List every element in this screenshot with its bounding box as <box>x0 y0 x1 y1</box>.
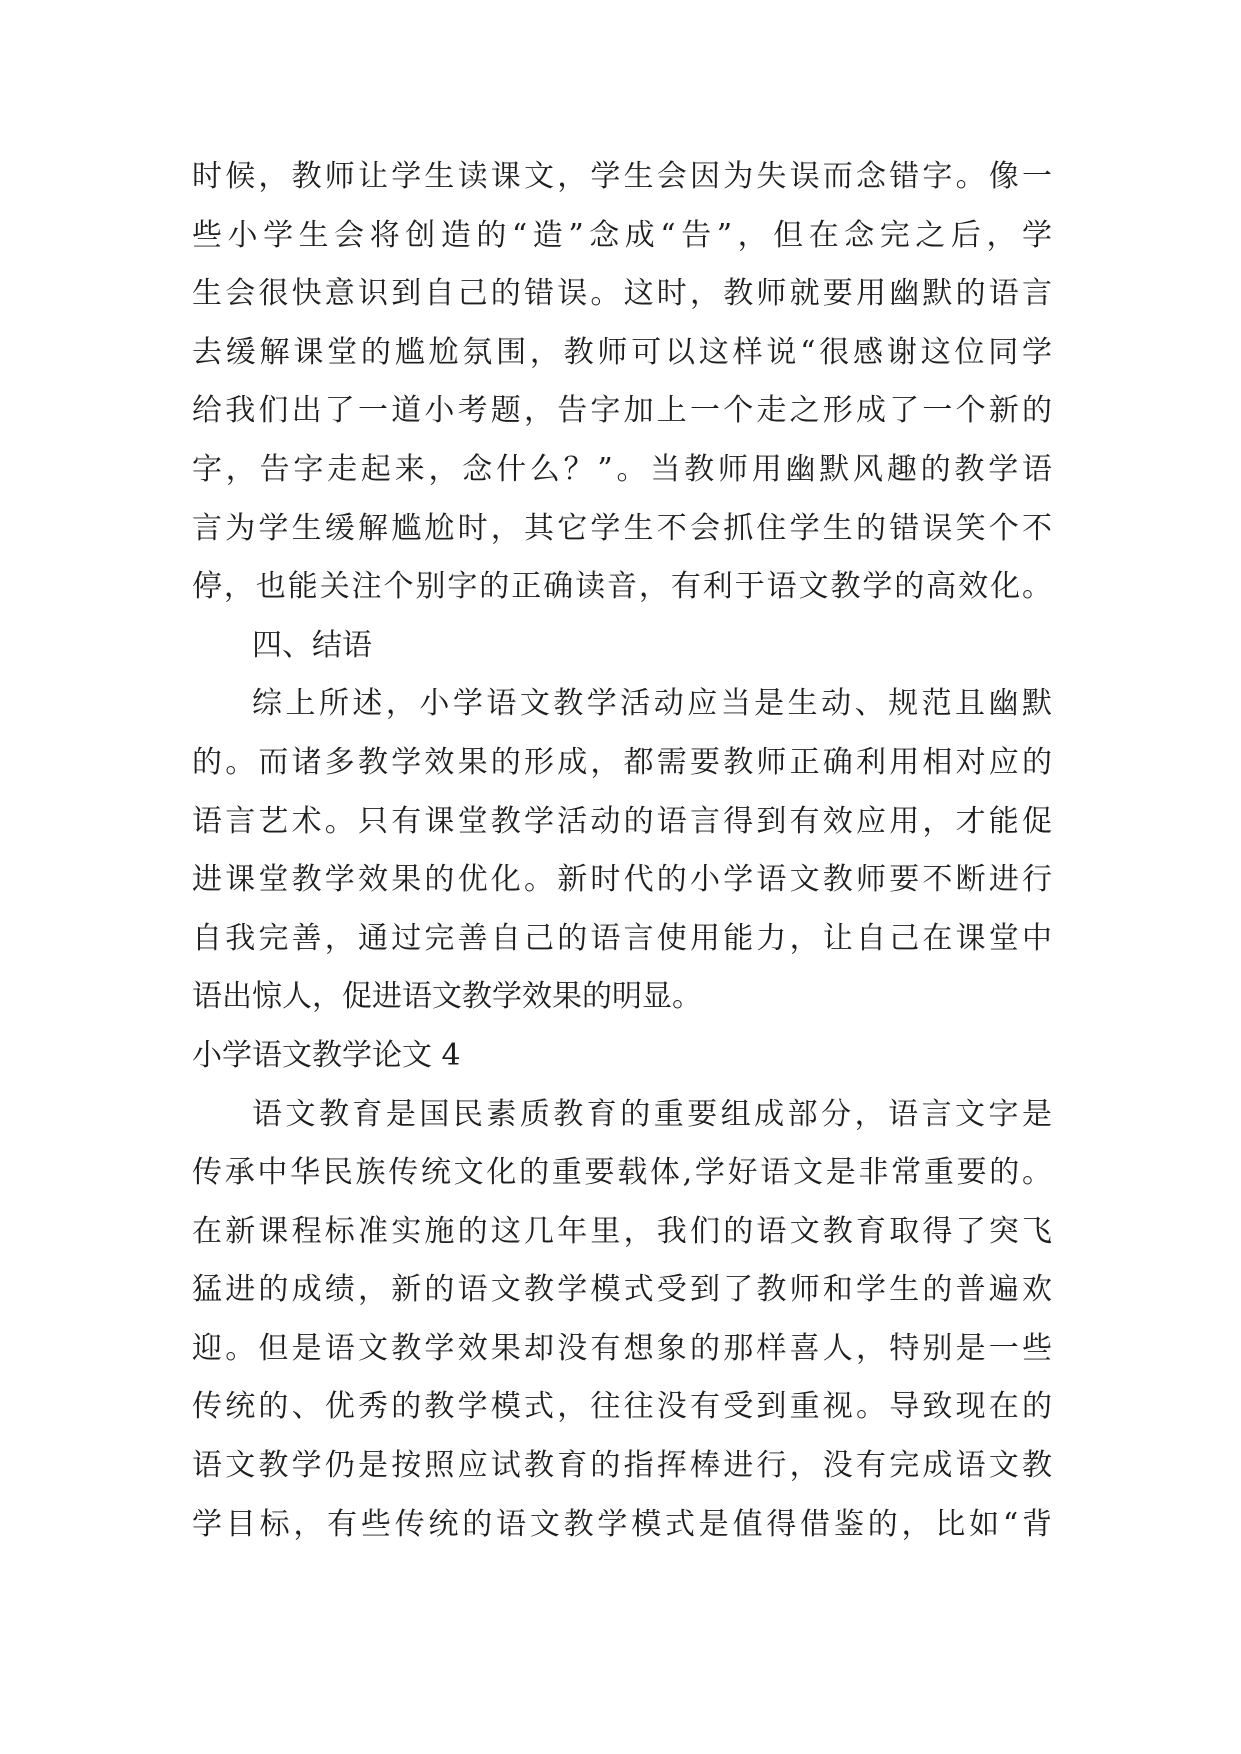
text-line: 语文教学仍是按照应试教育的指挥棒进行，没有完成语文教 <box>192 1448 1052 1484</box>
text-line: 语言艺术。只有课堂教学活动的语言得到有效应用，才能促 <box>192 803 1052 839</box>
text-line: 在新课程标准实施的这几年里，我们的语文教育取得了突飞 <box>192 1213 1052 1249</box>
text-line: 时候，教师让学生读课文，学生会因为失误而念错字。像一 <box>192 159 1052 194</box>
text-line: 去缓解课堂的尴尬氛围，教师可以这样说“很感谢这位同学 <box>192 334 1052 370</box>
section-heading: 四、结语 <box>252 627 372 663</box>
text-line: 传统的、优秀的教学模式，往往没有受到重视。导致现在的 <box>192 1389 1052 1425</box>
text-line: 学目标，有些传统的语文教学模式是值得借鉴的，比如“背 <box>192 1506 1052 1542</box>
text-line: 进课堂教学效果的优化。新时代的小学语文教师要不断进行 <box>192 862 1052 898</box>
text-line: 生会很快意识到自己的错误。这时，教师就要用幽默的语言 <box>192 276 1052 312</box>
text-line: 传承中华民族传统文化的重要载体,学好语文是非常重要的。 <box>192 1155 1052 1191</box>
text-line: 自我完善，通过完善自己的语言使用能力，让自己在课堂中 <box>192 920 1052 956</box>
text-line: 综上所述，小学语文教学活动应当是生动、规范且幽默 <box>252 686 1052 722</box>
text-line: 迎。但是语文教学效果却没有想象的那样喜人，特别是一些 <box>192 1330 1052 1366</box>
paragraph-intro <box>192 1086 1052 1555</box>
text-line: 字，告字走起来，念什么？”。当教师用幽默风趣的教学语 <box>192 451 1052 487</box>
text-line: 语文教育是国民素质教育的重要组成部分，语言文字是 <box>252 1096 1052 1132</box>
text-line: 猛进的成绩，新的语文教学模式受到了教师和学生的普遍欢 <box>192 1272 1052 1308</box>
text-line: 些小学生会将创造的“造”念成“告”，但在念完之后，学 <box>192 217 1052 253</box>
article-title: 小学语文教学论文 4 <box>192 1037 461 1073</box>
document-page <box>192 148 1052 1554</box>
text-line: 语出惊人，促进语文教学效果的明显。 <box>192 979 702 1015</box>
text-line: 言为学生缓解尴尬时，其它学生不会抓住学生的错误笑个不 <box>192 510 1052 546</box>
text-line: 给我们出了一道小考题，告字加上一个走之形成了一个新的 <box>192 393 1052 429</box>
text-line: 停，也能关注个别字的正确读音，有利于语文教学的高效化。 <box>192 569 1052 605</box>
paragraph-continuation <box>192 148 1052 617</box>
text-line: 的。而诸多教学效果的形成，都需要教师正确利用相对应的 <box>192 744 1052 780</box>
paragraph-conclusion <box>192 675 1052 1027</box>
